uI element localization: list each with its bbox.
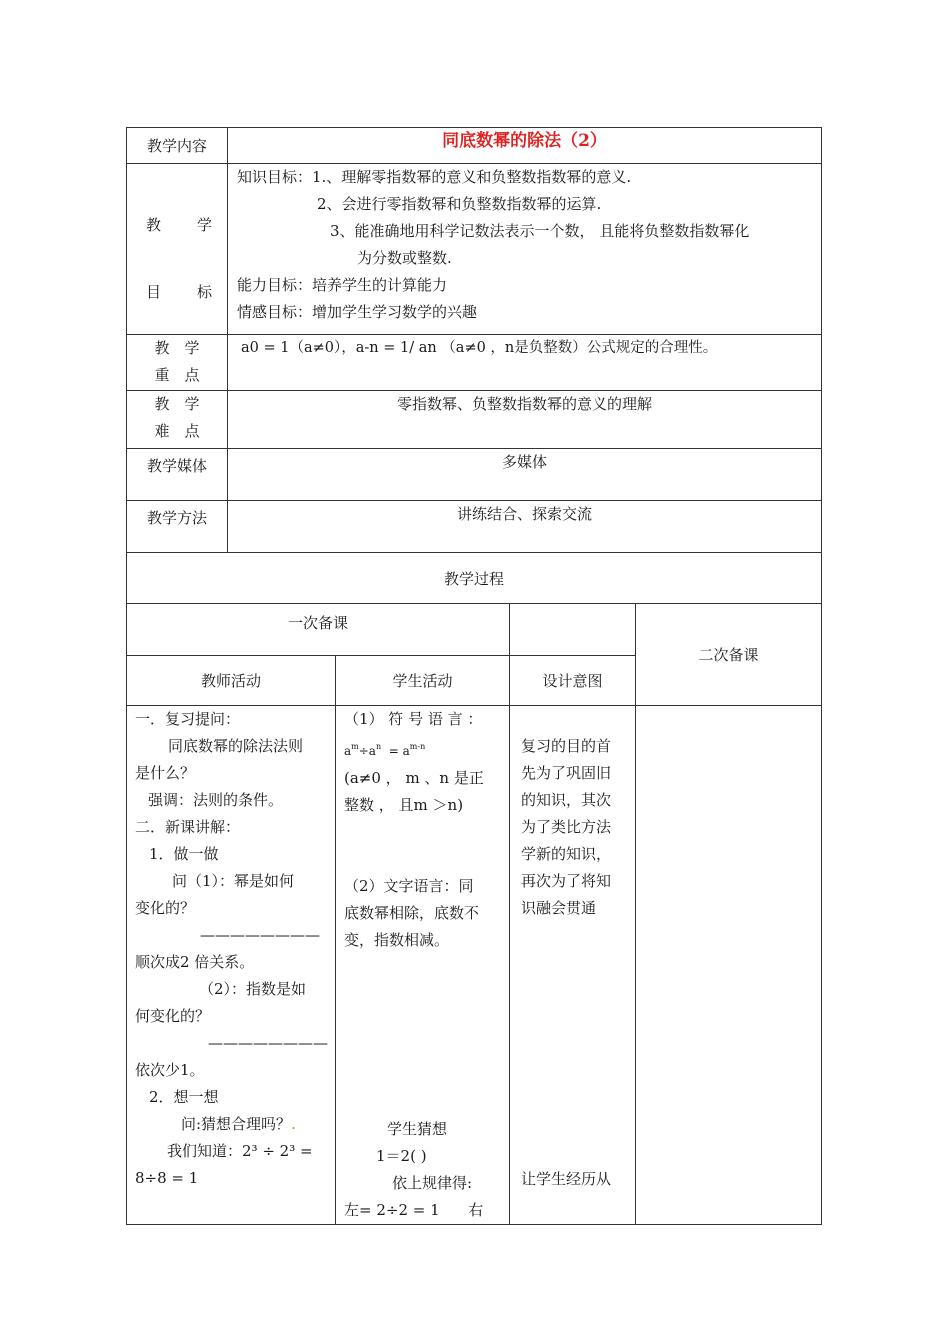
design-line-4: 为了类比方法 xyxy=(521,818,612,836)
student-formula-exp2: n xyxy=(375,742,382,751)
title-cell xyxy=(228,128,822,164)
row-difficulty xyxy=(127,391,822,449)
design-spacer-1 xyxy=(521,706,629,733)
objective-line-5: 能力目标：培养学生的计算能力 xyxy=(237,276,448,294)
student-line-4: 整数 ， 且m ＞n) xyxy=(344,796,464,814)
student-activity-header: 学生活动 xyxy=(336,656,510,706)
design-line-7: 识融会贯通 xyxy=(521,899,597,917)
teacher-line-5: 二．新课讲解： xyxy=(135,818,241,836)
design-line-8: 让学生经历从 xyxy=(521,1170,612,1188)
teacher-line-14: 依次少1。 xyxy=(135,1061,205,1079)
design-intent-cell xyxy=(510,706,636,1225)
objectives-text xyxy=(228,164,822,335)
media-label-text: 教学媒体 xyxy=(146,457,207,475)
difficulty-description: 零指数幂、负整数指数幂的意义的理解 xyxy=(397,395,653,413)
teacher-line-8: 变化的？ xyxy=(135,899,196,917)
media-text xyxy=(228,449,822,501)
teacher-line-10: 顺次成2 倍关系。 xyxy=(135,953,255,971)
difficulty-label-line1: 教 学 xyxy=(154,395,200,413)
student-formula-base1: a xyxy=(344,744,352,758)
student-line-5: （2）文字语言：同 xyxy=(344,877,474,895)
method-label-text: 教学方法 xyxy=(146,509,207,527)
objective-line-3: 3、能准确地用科学记数法表示一个数， 且能将负整数指数幂化 xyxy=(330,222,750,240)
student-line-10: 依上规律得: xyxy=(392,1174,473,1192)
student-spacer-2 xyxy=(344,954,501,1116)
teacher-line-9: ———————— xyxy=(200,926,320,944)
row-media xyxy=(127,449,822,501)
second-prep-header: 二次备课 xyxy=(636,604,822,706)
teacher-line-16-mark: . xyxy=(291,1115,296,1133)
student-activity-cell xyxy=(336,706,510,1225)
teacher-activity-cell xyxy=(127,706,336,1225)
key-point-formula: a0 = 1（a≠0），a-n = 1/ an （a≠0 ，n是负整数）公式规定的合理性。 xyxy=(241,340,718,356)
student-line-2 xyxy=(344,733,501,765)
teacher-line-15: 2．想一想 xyxy=(149,1088,219,1106)
first-prep-empty-cell xyxy=(510,604,636,656)
media-value: 多媒体 xyxy=(502,453,548,471)
objectives-label-char4: 标 xyxy=(197,283,213,301)
design-line-5: 学新的知识， xyxy=(521,845,612,863)
student-line-1: （1） 符 号 语 言 ： xyxy=(344,710,483,728)
student-formula-exp3: m-n xyxy=(409,742,426,751)
row-objectives xyxy=(127,164,822,335)
process-heading: 教学过程 xyxy=(127,553,822,604)
objectives-label-char2: 学 xyxy=(197,216,213,234)
key-point-label-line1: 教 学 xyxy=(154,339,200,357)
teacher-line-12: 何变化的？ xyxy=(135,1007,211,1025)
objective-line-1: 知识目标：1.、理解零指数幂的意义和负整数指数幂的意义. xyxy=(237,168,632,186)
design-line-3: 的知识，其次 xyxy=(521,791,612,809)
teacher-activity-header: 教师活动 xyxy=(127,656,336,706)
student-spacer-1 xyxy=(344,819,501,873)
student-line-9: 1＝2( ) xyxy=(376,1147,427,1165)
first-prep-label: 一次备课 xyxy=(287,614,348,632)
teacher-line-11: （2）：指数是如 xyxy=(199,980,307,998)
difficulty-label xyxy=(127,391,228,449)
design-line-6: 再次为了将知 xyxy=(521,872,612,890)
design-intent-header: 设计意图 xyxy=(510,656,636,706)
student-formula-eq: = a xyxy=(381,744,410,758)
teacher-line-17: 我们知道：2³ ÷ 2³ = xyxy=(167,1142,313,1160)
row-prep-headers xyxy=(127,604,822,656)
design-line-1: 复习的目的首 xyxy=(521,737,612,755)
media-label xyxy=(127,449,228,501)
teacher-line-2: 同底数幂的除法法则 xyxy=(168,737,304,755)
objectives-label-char1: 教 xyxy=(146,216,162,234)
student-line-6: 底数幂相除，底数不 xyxy=(344,904,480,922)
student-formula-exp1: m xyxy=(351,742,359,751)
teacher-line-18: 8÷8 = 1 xyxy=(135,1169,199,1187)
objective-line-2: 2、会进行零指数幂和负整数指数幂的运算. xyxy=(317,195,602,213)
objective-line-4: 为分数或整数. xyxy=(357,249,452,267)
row-key-point xyxy=(127,335,822,391)
design-spacer-2 xyxy=(521,922,629,1166)
method-text xyxy=(228,501,822,553)
method-value: 讲练结合、探索交流 xyxy=(457,505,593,523)
second-prep-cell xyxy=(636,706,822,1225)
row-content xyxy=(127,128,822,164)
objectives-label xyxy=(127,164,228,335)
objectives-label-char3: 目 xyxy=(146,283,162,301)
row-activity-body xyxy=(127,706,822,1225)
student-line-3: (a≠0 ， m 、n 是正 xyxy=(344,769,484,787)
objective-line-6: 情感目标：增加学生学习数学的兴趣 xyxy=(237,303,478,321)
difficulty-text xyxy=(228,391,822,449)
teacher-line-13: ———————— xyxy=(208,1034,328,1052)
difficulty-label-line2: 难 点 xyxy=(154,422,200,440)
key-point-label xyxy=(127,335,228,391)
student-line-7: 变，指数相减。 xyxy=(344,931,450,949)
lesson-plan-table xyxy=(126,127,822,1225)
teacher-line-7: 问（1）：幂是如何 xyxy=(172,872,295,890)
teacher-line-4: 强调：法则的条件。 xyxy=(148,791,284,809)
design-line-2: 先为了巩固旧 xyxy=(521,764,612,782)
teacher-line-16-text: 问:猜想合理吗？ xyxy=(181,1115,292,1133)
student-line-11: 左= 2÷2 = 1 右 xyxy=(344,1201,484,1219)
teacher-line-16 xyxy=(135,1111,327,1138)
teacher-line-3: 是什么？ xyxy=(135,764,196,782)
key-point-label-line2: 重 点 xyxy=(154,366,200,384)
content-label: 教学内容 xyxy=(127,128,228,164)
first-prep-header xyxy=(127,604,510,656)
teacher-line-1: 一．复习提问： xyxy=(135,710,241,728)
teacher-line-6: 1．做一做 xyxy=(149,845,219,863)
student-line-8: 学生猜想 xyxy=(387,1120,448,1138)
student-formula-op: ÷a xyxy=(358,744,376,758)
key-point-text xyxy=(228,335,822,391)
row-process xyxy=(127,553,822,604)
method-label xyxy=(127,501,228,553)
lesson-title: 同底数幂的除法（2） xyxy=(442,131,607,151)
row-method xyxy=(127,501,822,553)
